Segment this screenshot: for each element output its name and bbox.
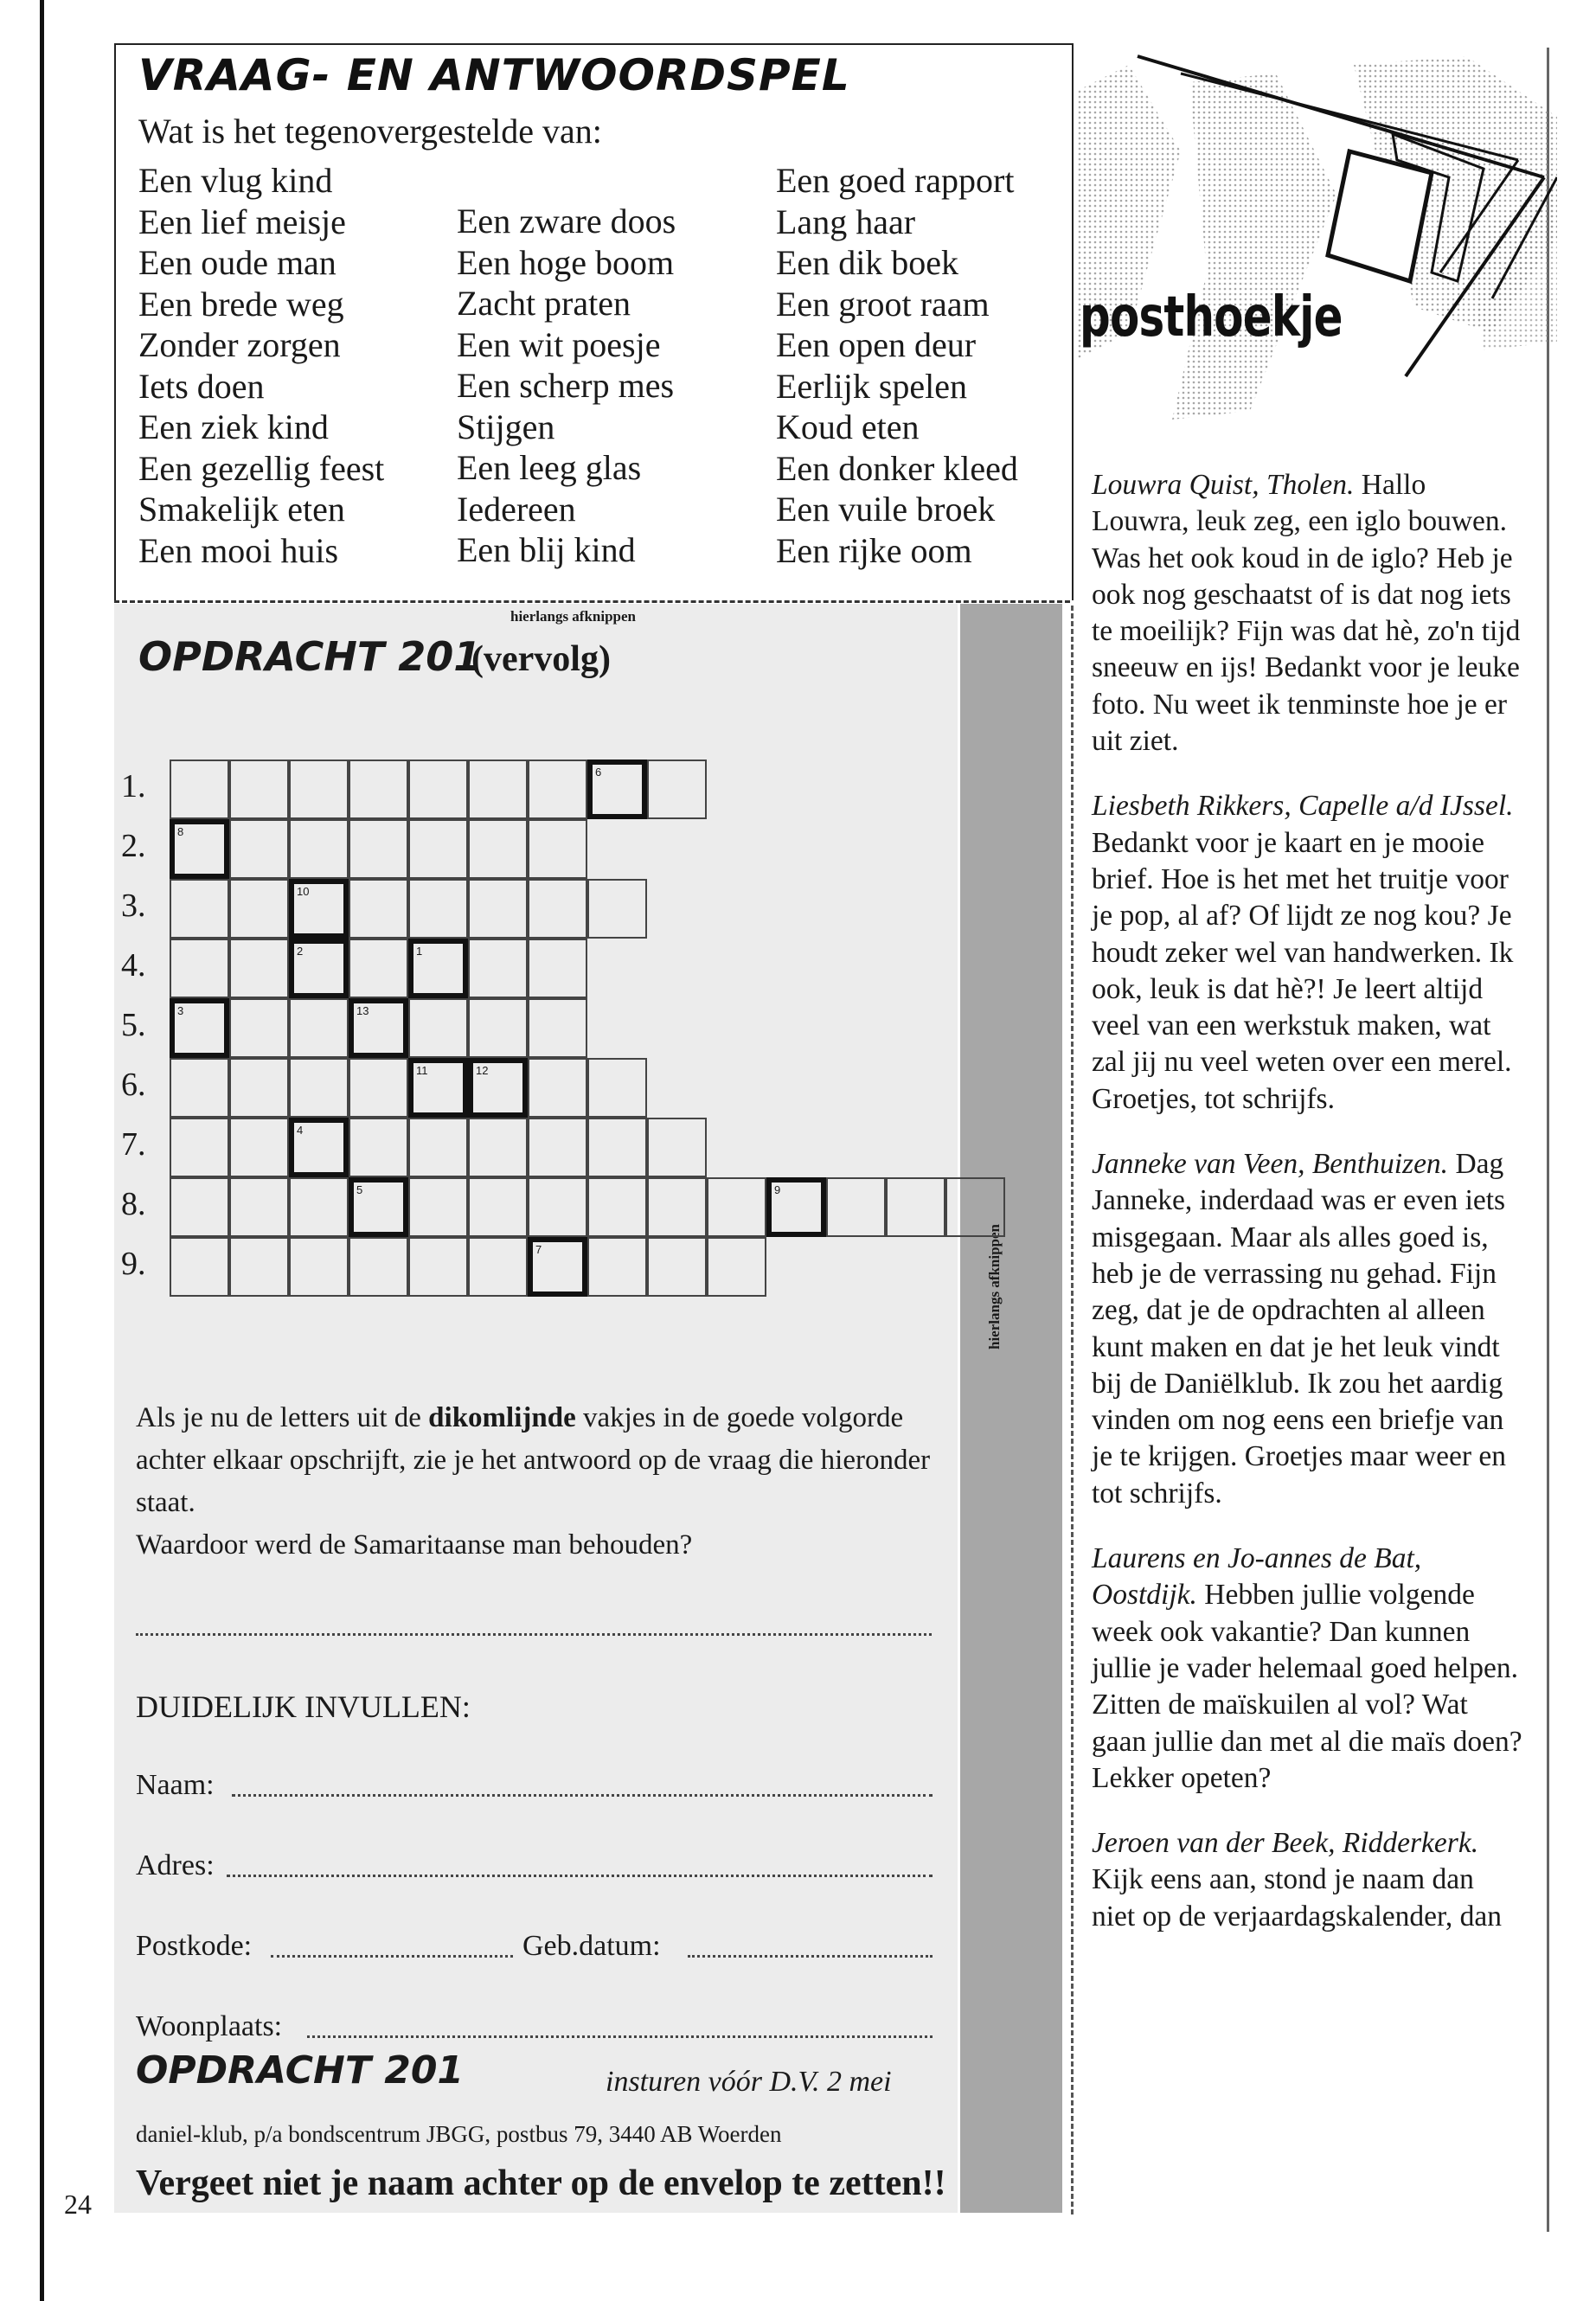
crossword-cell[interactable] xyxy=(229,939,289,998)
crossword-cell[interactable] xyxy=(229,879,289,939)
quiz-column-3 xyxy=(776,160,1018,571)
cell-number: 12 xyxy=(476,1064,489,1077)
crossword-cell[interactable] xyxy=(229,1118,289,1177)
quiz-item: Een lief meisje xyxy=(138,202,346,241)
page-number: 24 xyxy=(64,2189,92,2220)
crossword-cell[interactable] xyxy=(170,1177,229,1237)
crossword-cell[interactable] xyxy=(408,1177,468,1237)
quiz-item: Smakelijk eten xyxy=(138,490,345,529)
gebdatum-field[interactable] xyxy=(688,1955,933,1958)
cut-strip xyxy=(960,604,1062,2213)
quiz-item: Een groot raam xyxy=(776,284,990,324)
quiz-item: Een brede weg xyxy=(138,284,344,324)
crossword-cell[interactable] xyxy=(886,1177,945,1237)
posthoekje-decoration xyxy=(1077,48,1557,454)
crossword-cell[interactable] xyxy=(408,1118,468,1177)
quiz-item: Een scherp mes xyxy=(457,366,675,405)
letter-text: Dag Janneke, inderdaad was er even iets misgegaan. Maar als alles goed is, heb je de verrassing nu gehad. Fijn zeg, dat je de opdrachten al alleen kunt maken en dat je het leuk vindt bij de Daniëlklub. Ik zou het aardig vinden om nog eens een briefje van je te krijgen. Groetjes maar weer en tot schrijfs. xyxy=(1092,1148,1507,1509)
letter-entry xyxy=(1092,1146,1524,1512)
cell-number: 3 xyxy=(177,1004,184,1017)
crossword-cell[interactable] xyxy=(229,760,289,819)
quiz-item: Iets doen xyxy=(138,366,265,406)
crossword-cell[interactable] xyxy=(170,879,229,939)
crossword-cell[interactable] xyxy=(707,1177,766,1237)
letters-column xyxy=(1092,467,1524,1964)
opdracht-footer-title: OPDRACHT 201 xyxy=(136,2048,465,2093)
quiz-item: Een blij kind xyxy=(457,530,636,569)
row-label: 9. xyxy=(121,1246,146,1282)
crossword-cell[interactable] xyxy=(289,1237,349,1297)
crossword-cell[interactable] xyxy=(170,939,229,998)
naam-field[interactable] xyxy=(232,1794,933,1797)
crossword-cell[interactable] xyxy=(349,1118,408,1177)
cut-label-vertical: hierlangs afknippen xyxy=(986,1223,1003,1349)
crossword-cell[interactable] xyxy=(289,760,349,819)
woonplaats-field[interactable] xyxy=(307,2035,933,2038)
crossword-cell[interactable] xyxy=(408,879,468,939)
quiz-item: Lang haar xyxy=(776,202,916,241)
row-label: 2. xyxy=(121,828,146,864)
crossword-cell[interactable] xyxy=(229,1058,289,1118)
deadline-text: insturen vóór D.V. 2 mei xyxy=(606,2066,892,2098)
crossword-cell[interactable] xyxy=(528,879,587,939)
row-label: 8. xyxy=(121,1186,146,1222)
crossword-cell[interactable] xyxy=(587,879,647,939)
crossword-cell-marked[interactable] xyxy=(408,1058,468,1118)
quiz-item: Eerlijk spelen xyxy=(776,366,968,406)
quiz-item: Koud eten xyxy=(776,407,920,446)
letter-text: Hallo Louwra, leuk zeg, een iglo bouwen. Was het ook koud in de iglo? Heb je ook nog geschaatst of is dat nog iets te moeilijk? Fijn was dat hè, zo'n tijd sneeuw en ijs! Bedankt voor je leuke foto. Nu weet ik tenminste hoe je er uit ziet. xyxy=(1092,469,1521,758)
answer-line[interactable] xyxy=(136,1633,932,1636)
crossword-cell[interactable] xyxy=(528,819,587,879)
row-label: 1. xyxy=(121,768,146,804)
quiz-item: Een wit poesje xyxy=(457,324,661,364)
crossword-cell[interactable] xyxy=(528,1177,587,1237)
cell-number: 7 xyxy=(535,1243,542,1256)
opdracht-title: OPDRACHT 201 xyxy=(138,633,482,680)
quiz-item: Een leeg glas xyxy=(457,448,642,487)
letter-entry xyxy=(1092,1825,1524,1935)
crossword-cell[interactable] xyxy=(468,1237,528,1297)
quiz-column-2 xyxy=(457,201,676,571)
quiz-item: Zacht praten xyxy=(457,284,631,323)
cell-number: 13 xyxy=(356,1004,369,1017)
crossword-cell-marked[interactable] xyxy=(289,879,349,939)
letter-text: Hebben jullie volgende week ook vakantie? Dan kunnen jullie je vader helemaal goed helpen. Zitten de maïskuilen al vol? Wat gaan jullie dan met al die maïs doen? Lekker opeten? xyxy=(1092,1579,1522,1794)
crossword-cell[interactable] xyxy=(647,760,707,819)
crossword-cell[interactable] xyxy=(707,1237,766,1297)
adres-field[interactable] xyxy=(227,1875,933,1877)
crossword-cell[interactable] xyxy=(229,998,289,1058)
adres-label: Adres: xyxy=(136,1849,215,1881)
cell-number: 11 xyxy=(416,1064,428,1077)
crossword-cell[interactable] xyxy=(528,998,587,1058)
crossword-cell-marked[interactable] xyxy=(528,1237,587,1297)
row-label: 7. xyxy=(121,1126,146,1163)
cell-number: 2 xyxy=(297,945,304,958)
quiz-item: Een ziek kind xyxy=(138,407,329,446)
mail-address: daniel-klub, p/a bondscentrum JBGG, postbus 79, 3440 AB Woerden xyxy=(136,2121,782,2147)
crossword-cell[interactable] xyxy=(468,819,528,879)
letter-sender: Janneke van Veen, Benthuizen. xyxy=(1092,1148,1449,1181)
crossword-cell[interactable] xyxy=(229,1177,289,1237)
crossword-cell[interactable] xyxy=(647,1177,707,1237)
crossword-cell-marked[interactable] xyxy=(289,939,349,998)
crossword-cell[interactable] xyxy=(826,1177,886,1237)
crossword-cell[interactable] xyxy=(289,819,349,879)
crossword-cell[interactable] xyxy=(229,819,289,879)
crossword-cell[interactable] xyxy=(468,998,528,1058)
cell-number: 4 xyxy=(297,1124,304,1137)
letter-entry xyxy=(1092,1541,1524,1797)
crossword-cell[interactable] xyxy=(289,998,349,1058)
quiz-item: Een rijke oom xyxy=(776,530,972,570)
cell-number: 6 xyxy=(595,766,602,779)
crossword-cell[interactable] xyxy=(468,1177,528,1237)
row-label: 3. xyxy=(121,888,146,924)
cell-number: 8 xyxy=(177,825,184,838)
quiz-item: Een donker kleed xyxy=(776,448,1018,488)
crossword-cell[interactable] xyxy=(468,760,528,819)
form-heading: DUIDELIJK INVULLEN: xyxy=(136,1689,471,1724)
crossword-cell[interactable] xyxy=(170,1118,229,1177)
row-label: 4. xyxy=(121,947,146,984)
quiz-item: Stijgen xyxy=(457,407,555,446)
cell-number: 5 xyxy=(356,1183,363,1196)
cut-line-vertical xyxy=(1071,606,1074,2214)
quiz-column-1 xyxy=(138,160,384,571)
crossword-cell[interactable] xyxy=(170,1237,229,1297)
crossword-cell[interactable] xyxy=(468,1118,528,1177)
crossword-cell[interactable] xyxy=(349,1237,408,1297)
crossword-cell-marked[interactable] xyxy=(468,1058,528,1118)
instruction-pre: Als je nu de letters uit de xyxy=(136,1402,429,1433)
letter-text: Kijk eens aan, stond je naam dan niet op de verjaardagskalender, dan xyxy=(1092,1863,1502,1932)
instruction-text xyxy=(136,1397,940,1567)
crossword-cell[interactable] xyxy=(408,760,468,819)
crossword-cell[interactable] xyxy=(408,819,468,879)
crossword-cell[interactable] xyxy=(289,1177,349,1237)
postkode-field[interactable] xyxy=(271,1955,513,1958)
crossword-cell-marked[interactable] xyxy=(349,1177,408,1237)
crossword-cell[interactable] xyxy=(587,1237,647,1297)
letter-entry xyxy=(1092,467,1524,760)
letter-sender: Louwra Quist, Tholen. xyxy=(1092,469,1355,501)
page-edge-line xyxy=(40,0,44,2301)
crossword-cell[interactable] xyxy=(408,1237,468,1297)
cell-number: 9 xyxy=(774,1183,781,1196)
crossword-cell[interactable] xyxy=(528,1058,587,1118)
row-label: 5. xyxy=(121,1007,146,1043)
cell-number: 1 xyxy=(416,945,423,958)
crossword-cell[interactable] xyxy=(587,1177,647,1237)
crossword-cell[interactable] xyxy=(349,1058,408,1118)
crossword-cell[interactable] xyxy=(229,1237,289,1297)
cut-label: hierlangs afknippen xyxy=(510,608,637,625)
reminder-text: Vergeet niet je naam achter op de envelop te zetten!! xyxy=(136,2163,946,2203)
crossword-cell[interactable] xyxy=(528,939,587,998)
crossword-cell-marked[interactable] xyxy=(408,939,468,998)
crossword-cell[interactable] xyxy=(528,760,587,819)
woonplaats-label: Woonplaats: xyxy=(136,2010,283,2042)
instruction-post: vakjes in de goede volgorde achter elkaar opschrijft, zie je het antwoord op de vraag die hieronder staat. xyxy=(136,1402,931,1518)
letter-text: Bedankt voor je kaart en je mooie brief. Hoe is het met het truitje voor je pop, al af? Of lijdt ze nog kou? Je houdt zeker wel van handwerken. Ik ook, leuk is dat hè?! Je leert altijd veel van een werkstuk maken, wat zal jij nu veel weten over een merel. Groetjes, tot schrijfs. xyxy=(1092,826,1514,1115)
crossword-cell-marked[interactable] xyxy=(289,1118,349,1177)
quiz-item: Een mooi huis xyxy=(138,530,339,570)
crossword-cell[interactable] xyxy=(647,1237,707,1297)
postkode-label: Postkode: xyxy=(136,1930,253,1962)
letter-sender: Laurens en Jo-annes de Bat, Oostdijk. xyxy=(1092,1542,1422,1612)
question-text: Waardoor werd de Samaritaanse man behouden? xyxy=(136,1529,693,1561)
letter-sender: Liesbeth Rikkers, Capelle a/d IJssel. xyxy=(1092,790,1514,823)
row-label: 6. xyxy=(121,1067,146,1103)
crossword-cell[interactable] xyxy=(349,819,408,879)
quiz-item: Een dik boek xyxy=(776,243,959,282)
crossword-cell[interactable] xyxy=(170,760,229,819)
cut-line xyxy=(114,600,1070,603)
quiz-subtitle: Wat is het tegenovergestelde van: xyxy=(138,112,602,151)
quiz-item: Een vuile broek xyxy=(776,490,996,529)
quiz-item: Een gezellig feest xyxy=(138,448,385,488)
letter-sender: Jeroen van der Beek, Ridderkerk. xyxy=(1092,1827,1479,1860)
crossword-cell-marked[interactable] xyxy=(170,998,229,1058)
cell-number: 10 xyxy=(297,885,310,898)
quiz-item: Een open deur xyxy=(776,325,977,364)
crossword-cell-marked[interactable] xyxy=(587,760,647,819)
quiz-item: Een hoge boom xyxy=(457,242,675,282)
crossword-cell-marked[interactable] xyxy=(766,1177,826,1237)
posthoekje-title: posthoekje xyxy=(1080,285,1343,349)
crossword-cell-marked[interactable] xyxy=(170,819,229,879)
letter-entry xyxy=(1092,788,1524,1118)
crossword-cell[interactable] xyxy=(468,939,528,998)
crossword-cell[interactable] xyxy=(349,939,408,998)
gebdatum-label: Geb.datum: xyxy=(522,1930,661,1962)
opdracht-vervolg: (vervolg) xyxy=(471,639,611,679)
quiz-item: Een vlug kind xyxy=(138,161,333,200)
instruction-bold: dikomlijnde xyxy=(428,1402,576,1433)
crossword-cell[interactable] xyxy=(349,760,408,819)
quiz-item: Iedereen xyxy=(457,489,576,529)
crossword-cell[interactable] xyxy=(587,1118,647,1177)
crossword-cell[interactable] xyxy=(528,1118,587,1177)
crossword-cell[interactable] xyxy=(349,879,408,939)
quiz-item: Een goed rapport xyxy=(776,161,1015,200)
quiz-item: Zonder zorgen xyxy=(138,325,341,364)
crossword-cell[interactable] xyxy=(289,1058,349,1118)
quiz-title: VRAAG- EN ANTWOORDSPEL xyxy=(138,50,850,100)
quiz-item: Een oude man xyxy=(138,243,337,282)
crossword-cell[interactable] xyxy=(587,1058,647,1118)
crossword-cell[interactable] xyxy=(170,1058,229,1118)
naam-label: Naam: xyxy=(136,1769,215,1801)
crossword-cell[interactable] xyxy=(945,1177,1005,1237)
crossword-cell[interactable] xyxy=(468,879,528,939)
crossword-cell[interactable] xyxy=(408,998,468,1058)
crossword-cell-marked[interactable] xyxy=(349,998,408,1058)
crossword-cell[interactable] xyxy=(647,1118,707,1177)
quiz-item: Een zware doos xyxy=(457,202,676,240)
